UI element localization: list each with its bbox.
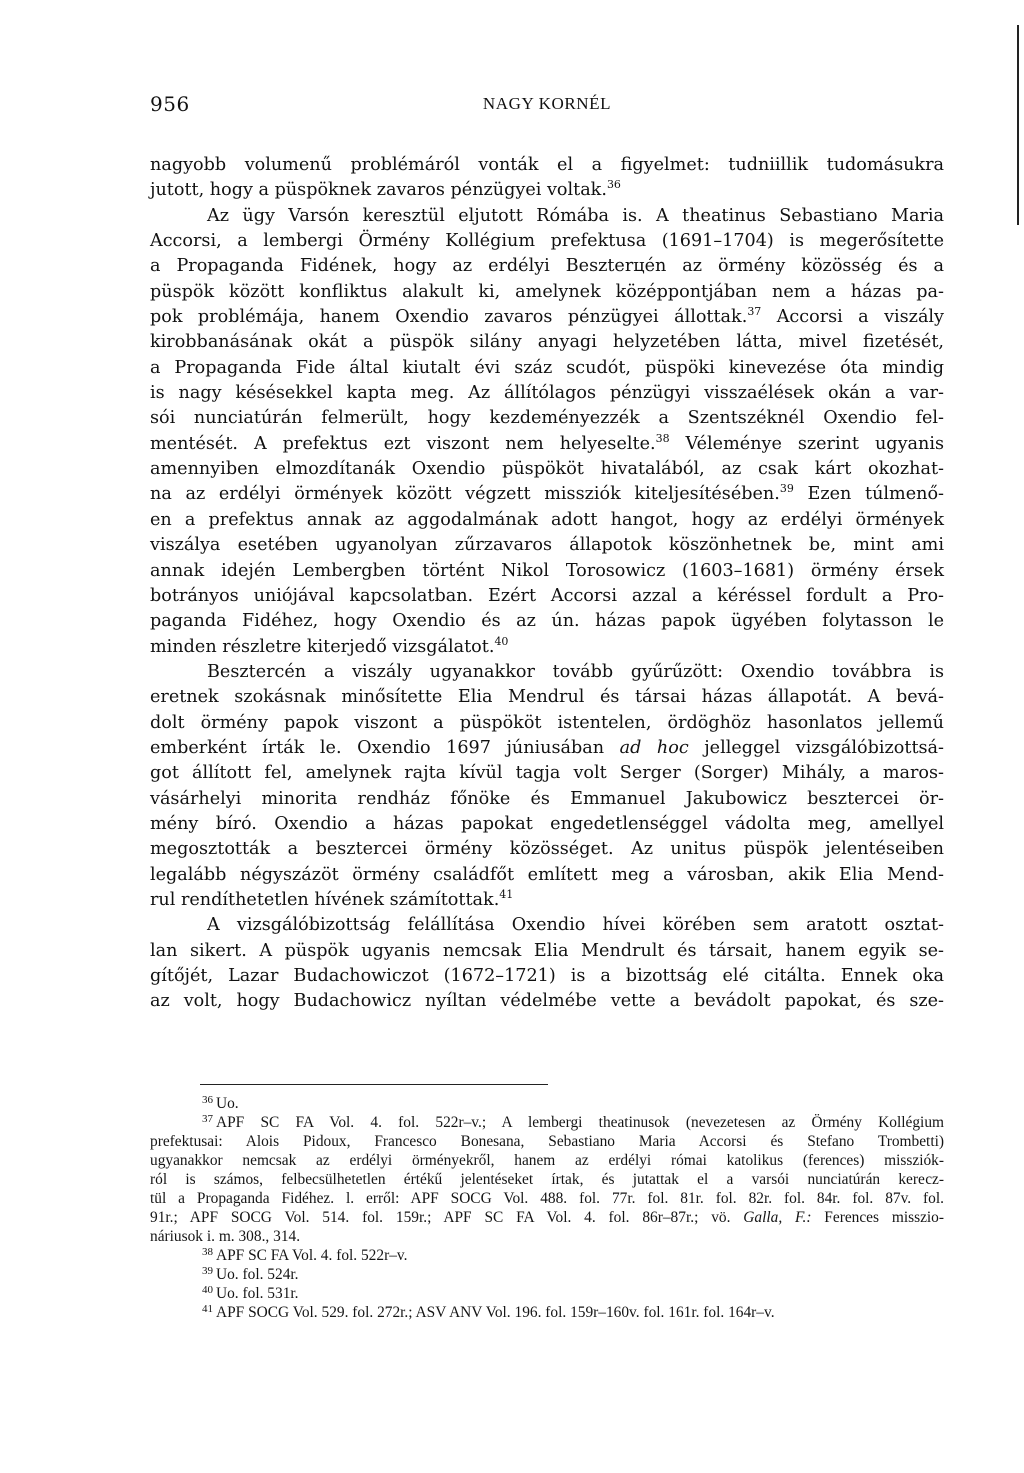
line-text: got állított fel, amelynek rajta kívül tagja volt Serger (Sorger) Mihály, a maros-: [150, 763, 944, 784]
line-text: mentését. A prefektus ezt viszont nem helyeselte.: [150, 433, 656, 454]
footnote-number: 36: [202, 1094, 213, 1106]
footnote-number: 41: [202, 1303, 213, 1315]
line-text-continued: Véleménye szerint ugyanis: [669, 433, 944, 454]
footnote-line: [150, 1094, 944, 1113]
text-line: [150, 482, 944, 507]
line-text: gítőjét, Lazar Budachowiczot (1672–1721) is a bizottság elé citálta. Ennek oka: [150, 966, 944, 986]
footnote-text: prefektusai: Alois Pidoux, Francesco Bonesana, Sebastiano Maria Accorsi és Stefano Trombetti): [150, 1133, 944, 1150]
footnote-text: APF SOCG Vol. 529. fol. 272r.; ASV ANV Vol. 196. fol. 159r–160v. fol. 161r. fol. 164r–v.: [216, 1304, 775, 1321]
text-line: [150, 559, 944, 584]
text-line: [150, 685, 944, 710]
line-text: legalább négyszázöt örmény családfőt említett meg a városban, akik Elia Mend-: [150, 864, 944, 885]
text-line: [150, 406, 944, 431]
line-text: eretnek szokásnak minősítette Elia Mendrul és társai házas állapotát. A bevá-: [150, 687, 944, 708]
line-text: Accorsi, a lembergi Örmény Kollégium prefektusa (1691–1704) is megerősítette: [150, 231, 944, 252]
text-line: [150, 812, 944, 837]
text-line: [150, 229, 944, 254]
text-line: [150, 863, 944, 888]
footnote-line: [150, 1265, 944, 1284]
text-line: [150, 736, 944, 761]
footnote-line: [150, 1113, 944, 1132]
line-text: annak idején Lembergben történt Nikol Torosowicz (1603–1681) örmény érsek: [150, 560, 944, 581]
footnote-separator: [200, 1084, 548, 1085]
scan-edge-line: [1017, 25, 1019, 225]
footnote-text: Uo. fol. 531r.: [216, 1285, 299, 1302]
running-title: NAGY KORNÉL: [482, 94, 612, 113]
line-text: megosztották a besztercei örmény közösséget. Az unitus püspök jelentéseiben: [150, 839, 944, 860]
text-line: [150, 939, 944, 964]
footnote-text: 91r.; APF SOCG Vol. 514. fol. 159r.; APF SC FA Vol. 4. fol. 86r–87r.; vö.: [150, 1209, 744, 1226]
line-text-continued: jelleggel vizsgálóbizottsá-: [688, 737, 944, 758]
footnote-number: 40: [202, 1284, 213, 1296]
footnote-number: 39: [202, 1265, 213, 1277]
text-line: [150, 787, 944, 812]
text-line: [150, 280, 944, 305]
line-text: minden részletre kiterjedő vizsgálatot.: [150, 636, 495, 657]
footnote-text-continued: Ferences misszio-: [811, 1209, 944, 1226]
line-text-continued: Accorsi a viszály: [761, 307, 944, 328]
text-line: [150, 178, 944, 203]
footnote-line: [150, 1189, 944, 1208]
footnote-number: 37: [202, 1113, 213, 1125]
line-text: az volt, hogy Budachowicz nyíltan védelmébe vette a bevádolt papokat, és sze-: [150, 991, 944, 1012]
line-text-continued: Ezen túlmenő-: [793, 484, 944, 505]
text-line: [150, 584, 944, 609]
footnote-reference[interactable]: 41: [499, 887, 514, 901]
line-text: amennyiben elmozdítanák Oxendio püspököt hivatalából, az csak kárt okozhat-: [150, 459, 944, 480]
line-text: sói nunciatúrán felmerült, hogy kezdeményezzék a Szentszéknél Oxendio fel-: [150, 408, 944, 429]
footnote-text: ról is számos, felbecsülhetetlen értékű jelentéseket írtak, és jutattak el a varsói nunciatúrán kerесz-: [150, 1171, 944, 1188]
footnote-text: APF SC FA Vol. 4. fol. 522r–v.; A lembergi theatinusok (nevezetesen az Örmény Kollégium: [216, 1114, 944, 1131]
line-text: viszálya esetében ugyanolyan zűrzavaros állapotok köszönhetnek be, mint ami: [150, 535, 944, 556]
footnote-text: tül a Propaganda Fidéhez. l. erről: APF SOCG Vol. 488. fol. 77r. fol. 81r. fol. 82r. fol. 84r. fol. 87v. fol.: [150, 1190, 944, 1207]
footnote-line: [150, 1227, 944, 1246]
text-line: [150, 635, 944, 660]
text-line: [150, 330, 944, 355]
text-line: [150, 381, 944, 406]
footnote-text: Uo. fol. 524r.: [216, 1266, 299, 1283]
line-text: botrányos uniójával kapcsolatban. Ezért Accorsi azzal a kéréssel fordult a Pro-: [150, 585, 944, 606]
line-text: a Propaganda Fide által kiutalt évi száz scudót, püspöki kinevezése óta mindig: [150, 357, 944, 378]
footnote-number: 38: [202, 1246, 213, 1258]
footnote-line: [150, 1246, 944, 1265]
line-text: a Propaganda Fidének, hogy az erdélyi Beszterцén az örmény közösség és a: [150, 256, 944, 277]
text-line: [150, 457, 944, 482]
footnote-line: [150, 1208, 944, 1227]
line-text: na az erdélyi örmények között végzett missziók kiteljesítésében.: [150, 484, 780, 505]
footnote-text: Uo.: [216, 1095, 239, 1112]
line-text: vásárhelyi minorita rendház főnöke és Emmanuel Jakubowicz besztercei ör-: [150, 788, 944, 809]
line-text: jutott, hogy a püspöknek zavaros pénzügyei voltak.: [150, 180, 607, 201]
italic-phrase: ad hoc: [619, 737, 689, 758]
footnote-text: náriusok i. m. 308., 314.: [150, 1228, 301, 1245]
line-text: en a prefektus annak az aggodalmának adott hangot, hogy az erdélyi örmények: [150, 509, 944, 530]
footnotes: [150, 1094, 944, 1322]
footnote-line: [150, 1132, 944, 1151]
footnote-reference[interactable]: 40: [494, 634, 509, 648]
line-text: pok problémája, hanem Oxendio zavaros pénzügyei állottak.: [150, 307, 748, 328]
line-text: emberként írták le. Oxendio 1697 júniusában: [150, 737, 620, 758]
line-text: rul rendíthetetlen hívének számítottak.: [150, 889, 500, 910]
footnote-reference[interactable]: 36: [606, 178, 621, 192]
footnote-line: [150, 1170, 944, 1189]
text-line: [150, 204, 944, 229]
page-number: 956: [150, 92, 190, 116]
footnote-line: [150, 1151, 944, 1170]
footnote-reference[interactable]: 37: [747, 305, 762, 319]
footnote-reference[interactable]: 38: [655, 431, 670, 445]
main-text: [150, 153, 944, 1015]
line-text: kirobbanásának okát a püspök silány anyagi helyzetében látta, mivel fizetését,: [150, 332, 944, 353]
text-line: [150, 711, 944, 736]
text-line: [150, 761, 944, 786]
text-line: [150, 964, 944, 989]
text-line: [150, 660, 944, 685]
text-line: [150, 153, 944, 178]
line-text: A vizsgálóbizottság felállítása Oxendio hívei körében sem aratott osztat-: [207, 915, 944, 936]
italic-author: Galla, F.:: [743, 1209, 812, 1226]
line-text: dolt örmény papok viszont a püspököt istentelen, ördöghöz hasonlatos jellemű: [150, 712, 944, 733]
text-line: [150, 533, 944, 558]
running-head: [150, 92, 944, 122]
text-line: [150, 432, 944, 457]
footnote-text: ugyanakkor nemcsak az erdélyi örményekről, hanem az erdélyi római katolikus (ferences) missziók-: [150, 1152, 944, 1169]
text-line: [150, 837, 944, 862]
text-line: [150, 609, 944, 634]
line-text: Az ügy Varsón keresztül eljutott Rómába is. A theatinus Sebastiano Maria: [207, 205, 944, 226]
footnote-line: [150, 1284, 944, 1303]
footnote-line: [150, 1303, 944, 1322]
text-line: [150, 356, 944, 381]
line-text: paganda Fidéhez, hogy Oxendio és az ún. házas papok ügyében folytasson le: [150, 611, 944, 632]
text-line: [150, 508, 944, 533]
footnote-reference[interactable]: 39: [779, 482, 794, 496]
text-line: [150, 888, 944, 913]
line-text: mény bíró. Oxendio a házas papokat engedetlenséggel vádolta meg, amellyel: [150, 813, 944, 834]
text-line: [150, 305, 944, 330]
line-text: püspök között konfliktus alakult ki, amelynek középpontjában nem a házas pa-: [150, 281, 944, 302]
line-text: lan sikert. A püspök ugyanis nemcsak Elia Mendrult és társait, hanem egyik se-: [150, 940, 944, 961]
line-text: Besztercén a viszály ugyanakkor tovább gyűrűzött: Oxendio továbbra is: [207, 661, 944, 682]
footnote-text: APF SC FA Vol. 4. fol. 522r–v.: [216, 1247, 408, 1264]
line-text: is nagy késésekkel kapta meg. Az állítólagos pénzügyi visszaélések okán a var-: [150, 383, 944, 404]
text-line: [150, 913, 944, 938]
text-line: [150, 254, 944, 279]
line-text: nagyobb volumenű problémáról vonták el a figyelmet: tudniillik tudomásukra: [150, 155, 944, 175]
text-line: [150, 989, 944, 1014]
